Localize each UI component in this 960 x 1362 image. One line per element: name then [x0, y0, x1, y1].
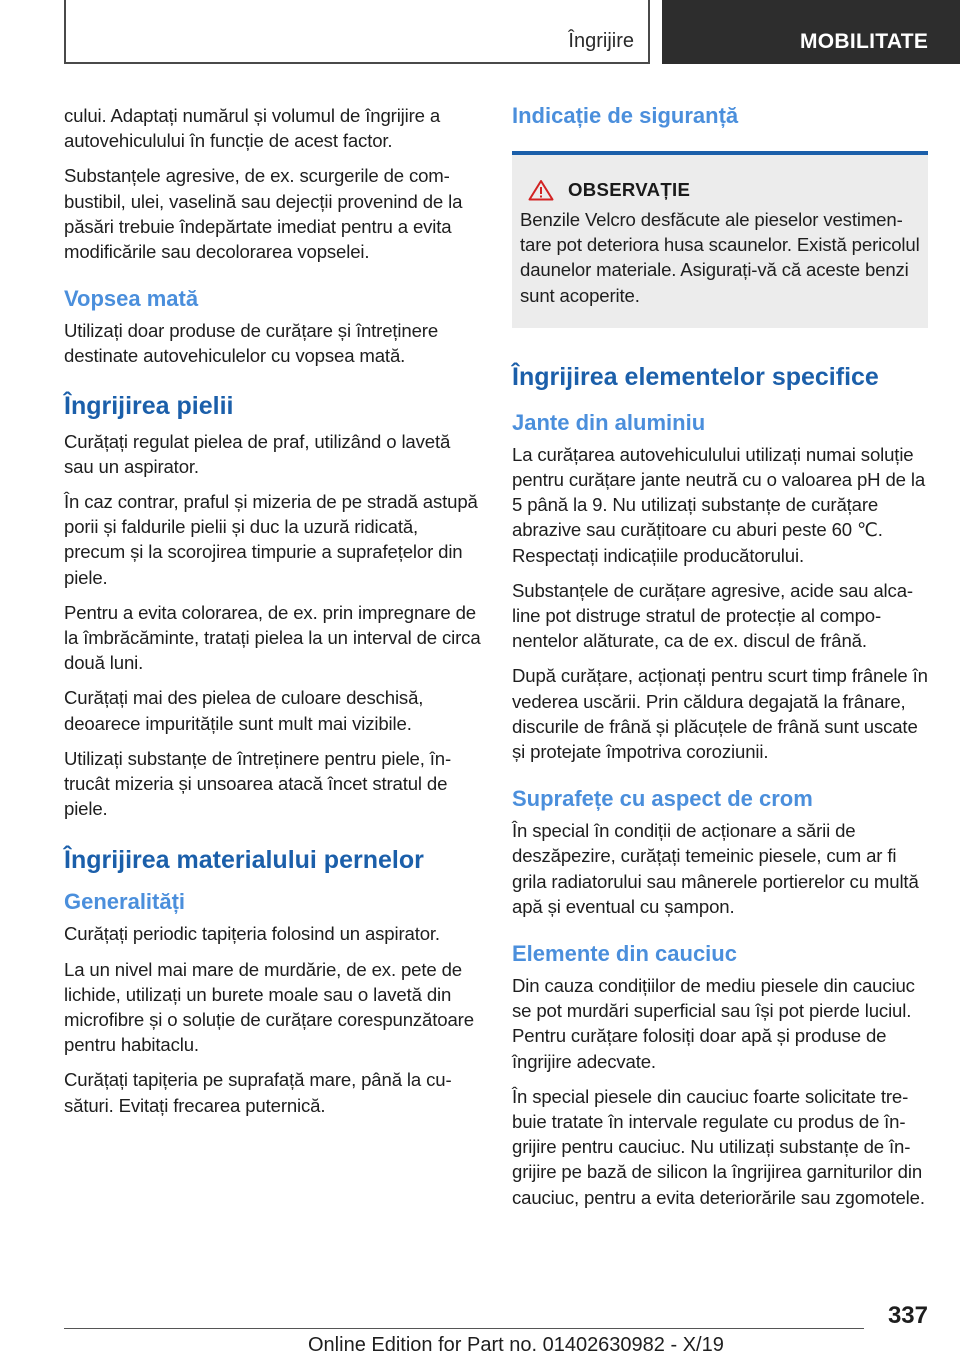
paragraph: Din cauza condițiilor de mediu piesele din cauciuc se pot murdări superficial sau își pot pierde luciul. Pentru curățare folosiți doar apă și produse de îngrijire adecvate.: [512, 975, 915, 1072]
heading-alloy-rims: Jante din aluminiu: [512, 409, 706, 435]
notice-title: OBSERVAȚIE: [568, 179, 691, 200]
notice-header: [520, 179, 920, 201]
paragraph: Curățați tapițeria pe suprafață mare, până la cusături. Evitați frecarea puternică.: [64, 1069, 452, 1116]
notice-text: Benzile Velcro desfăcute ale pieselor vestimentare pot deteriora husa scaunelor. Există pericolul daunelor materiale. Asigurați-vă că aceste benzi sunt acoperite.: [520, 209, 920, 306]
paragraph: Pentru a evita colorarea, de ex. prin impregnare de la îmbrăcăminte, tratați pielea la un interval de circa două luni.: [64, 601, 481, 674]
paragraph: La un nivel mai mare de murdărie, de ex. pete de lichide, utilizați un burete moale sau o lavetă din microfibre și o soluție de curățare corespunzătoare pentru habitaclu.: [64, 958, 474, 1056]
paragraph: În special piesele din cauciuc foarte solicitate trebuie tratate în intervale regulate cu produs de îngrijire pentru cauciuc. Nu utilizați substanțe de îngrijire pe bază de silicon la îngrijirea garniturilor din cauciuc, pentru a evita deteriorările sau zgomotele.: [512, 1085, 925, 1208]
heading-matte-paint: Vopsea mată: [64, 286, 199, 312]
right-column: [512, 103, 928, 1220]
paragraph: Substanțele de curățare agresive, acide sau alcaline pot distruge stratul de protecție al componentelor alăturate, ca de ex. discul de frână.: [512, 579, 914, 652]
paragraph: La curățarea autovehiculului utilizați numai soluție pentru curățare jante neutră cu o valoarea pH de la 5 până la 9. Nu utilizați substanțe de curățare abrazive sau curățitoare cu aburi peste 60 ℃. Respectați indicațiile producătorului.: [512, 443, 926, 566]
left-column: [64, 103, 482, 1128]
notice-box: [512, 151, 928, 328]
paragraph: Substanțele agresive, de ex. scurgerile de combustibil, ulei, vaselină sau dejecții provenind de la păsări trebuie îndepărtate imediat pentru a evita modificările sau decolorarea vopselei.: [64, 165, 463, 263]
heading-leather-care: Îngrijirea pielii: [64, 391, 234, 420]
heading-specific-elements: Îngrijirea elementelor specifice: [512, 362, 879, 391]
heading-safety-note: Indicație de siguranță: [512, 103, 739, 128]
header-frame: [64, 0, 650, 64]
footer-divider: [64, 1328, 864, 1329]
paragraph: Curățați regulat pielea de praf, utilizând o lavetă sau un aspirator.: [64, 430, 451, 477]
warning-triangle-icon: [528, 179, 554, 201]
paragraph: cului. Adaptați numărul și volumul de îngrijire a autovehiculului în funcție de acest factor.: [64, 105, 441, 152]
paragraph: După curățare, acționați pentru scurt timp frânele în vederea uscării. Prin căldura degajată la frânare, discurile de frână și plăcuțele de frână sunt uscate și protejate împotriva coroziunii.: [512, 665, 928, 763]
chapter-tab: MOBILITATE: [662, 0, 960, 64]
paragraph: Curățați mai des pielea de culoare deschisă, deoarece impuritățile sunt mult mai vizibile.: [64, 687, 424, 734]
paragraph: În special în condiții de acționare a sării de deszăpezire, curățați temeinic piesele, cum ar fi grila radiatorului sau mânerele portierelor cu multă apă și eventual cu șampon.: [512, 820, 919, 917]
heading-general: Generalități: [64, 889, 186, 915]
paragraph: Utilizați substanțe de întreținere pentru piele, întrucât mizeria și unsoarea atacă încet stratul de piele.: [64, 747, 452, 820]
page-number: 337: [887, 1302, 928, 1329]
paragraph: Utilizați doar produse de curățare și întreținere destinate autovehiculelor cu vopsea mată.: [64, 320, 439, 367]
footer-edition: Online Edition for Part no. 01402630982 - X/19: [308, 1334, 724, 1356]
heading-rubber-elements: Elemente din cauciuc: [512, 941, 737, 967]
section-title: Îngrijire: [568, 30, 634, 52]
heading-chrome-surfaces: Suprafețe cu aspect de crom: [512, 786, 813, 812]
paragraph: Curățați periodic tapițeria folosind un aspirator.: [64, 923, 440, 945]
heading-upholstery-care: Îngrijirea materialului pernelor: [64, 846, 424, 875]
paragraph: În caz contrar, praful și mizeria de pe stradă astupă porii și faldurile pielii și duc la uzură ridicată, precum și la scorojirea timpurie a suprafețelor din piele.: [64, 491, 478, 588]
